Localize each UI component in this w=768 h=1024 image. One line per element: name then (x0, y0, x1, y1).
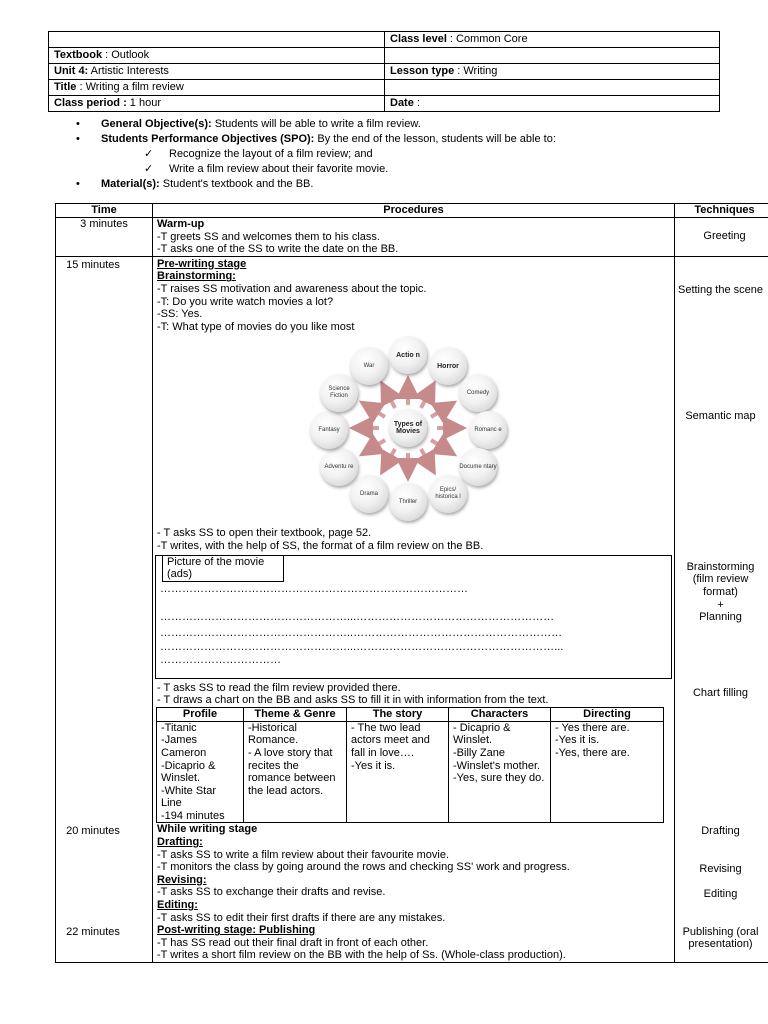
chart-cell-story: - The two lead actors meet and fall in love…. -Yes it is. (347, 721, 449, 823)
chart-cell-characters: - Dicaprio & Winslet. -Billy Zane -Winslet's mother. -Yes, sure they do. (449, 721, 551, 823)
map-node-science-fiction: Science Fiction (320, 374, 358, 412)
checkmark-icon: ✓ (144, 148, 154, 160)
tech-brainstorming: Brainstorming (film review format) (686, 560, 755, 598)
chart-cell-directing: - Yes there are. -Yes it is. -Yes, there are. (551, 721, 664, 823)
tech-semantic-map: Semantic map (685, 409, 756, 422)
map-node-adventure: Adventu re (320, 448, 358, 486)
chart-header-profile: Profile (157, 707, 244, 721)
warmup-technique: Greeting (675, 218, 768, 257)
map-node-horror: Horror (429, 347, 467, 385)
class-level-cell: Class level : Common Core (385, 32, 720, 48)
tech-setting-scene: Setting the scene (677, 283, 763, 296)
chart-cell-profile: -Titanic -James Cameron -Dicaprio & Winslet. -White Star Line -194 minutes (157, 721, 244, 823)
map-node-fantasy: Fantasy (310, 411, 348, 449)
unit-cell: Unit 4: Artistic Interests (49, 64, 385, 80)
tech-revising: Revising (699, 862, 742, 875)
map-node-comedy: Comedy (459, 374, 497, 412)
spo-objective: • Students Performance Objectives (SPO): By the end of the lesson, students will be able to: (76, 133, 556, 145)
checkmark-icon: ✓ (144, 163, 154, 175)
time-header: Time (56, 204, 153, 218)
objectives-section (76, 117, 756, 192)
map-node-war: War (350, 347, 388, 385)
chart-header-characters: Characters (449, 707, 551, 721)
time-column-block (56, 256, 153, 962)
tech-plus: + (717, 598, 724, 611)
lesson-header-table (48, 31, 720, 112)
chart-header-theme: Theme & Genre (244, 707, 347, 721)
materials: • Material(s): Student's textbook and the BB. (76, 178, 314, 190)
semantic-map (157, 337, 670, 527)
tech-planning: Planning (699, 610, 742, 623)
header-empty-cell-2 (385, 48, 720, 64)
chart-cell-theme: -Historical Romance. - A love story that recites the romance between the lead actors. (244, 721, 347, 823)
prewriting-stage-title: Pre-writing stage (157, 257, 247, 270)
tech-drafting: Drafting (701, 824, 740, 837)
chart-header-story: The story (347, 707, 449, 721)
map-node-romance: Romanc e (469, 411, 507, 449)
tech-publishing: Publishing (oral presentation) (682, 925, 759, 951)
map-center-node: Types of Movies (389, 409, 427, 447)
picture-of-movie-box: Picture of the movie (ads) (162, 555, 284, 582)
film-review-chart (156, 707, 664, 824)
map-node-action: Actio n (389, 336, 427, 374)
header-empty-cell-3 (385, 80, 720, 96)
tech-chart-filling: Chart filling (692, 686, 749, 699)
general-objective: • General Objective(s): Students will be able to write a film review. (76, 118, 421, 130)
date-cell: Date : (385, 96, 720, 112)
film-review-format-box: Picture of the movie (ads) ………………………………………………………………………… ……………………………………………...……………………………………………… ……………………………………………..………………………………………………… ……………………………………………...………………………………………………... …………………………… (155, 555, 672, 679)
map-node-drama: Drama (350, 475, 388, 513)
while-writing-title: While writing stage (157, 823, 258, 836)
title-cell: Title : Writing a film review (49, 80, 385, 96)
lesson-type-cell: Lesson type : Writing (385, 64, 720, 80)
procedures-table (55, 203, 768, 963)
class-period-cell: Class period : 1 hour (49, 96, 385, 112)
warmup-procedure: Warm-up -T greets SS and welcomes them to his class. -T asks one of the SS to write the date on the BB. (153, 218, 675, 257)
header-empty-cell (49, 32, 385, 48)
procedures-block: Pre-writing stage Brainstorming: -T raises SS motivation and awareness about the topic. -T: Do you write watch movies a lot? -SS: Yes. -T: What type of movies do you like most Types of Movies Actio n Horror Comedy Romanc e Docume ntary Epics/ historica l Thriller Drama Adventu re Fantasy Science Fiction War - T asks SS to open their textbook, page 52. -T writes, with the help of SS, the format of a film review on the BB. Picture of the movie (ads) ………………………………………………………………………… ……………………………………………...……………………………………………… ……………………………………………..………………………………………………… ……………………………………………...………………………………………………... …………………………… - T asks SS to read the film review provided there. - T draws a chart on the BB and asks SS to fill it in with information from the text. Profile Theme & Genre The story Characters Directing -Titanic -James Cameron -Dicaprio & Winslet. -White Star Line -194 minutes -Historical Romance. - A love story that recites the romance between the lead actors. - The two lead actors meet and fall in love…. -Yes it is. - Dicaprio & Winslet. -Billy Zane -Winslet's mother. -Yes, sure they do. - Yes there are. -Yes it is. -Yes, there are. While writing stage Drafting: -T asks SS to write a film review about their favourite movie. -T monitors the class by going around the rows and checking SS' work and progress. Revising: -T asks SS to exchange their drafts and revise. Editing: -T asks SS to edit their first drafts if there are any mistakes. Post-writing stage: Publishing -T has SS read out their final draft in front of each other. -T writes a short film review on the BB with the help of Ss. (Whole-class production). (153, 256, 675, 962)
spo-item: ✓ Write a film review about their favorite movie. (76, 162, 756, 177)
prewriting-time: 15 minutes (66, 258, 120, 271)
warmup-time: 3 minutes (56, 218, 153, 257)
publishing-time: 22 minutes (66, 925, 120, 938)
chart-header-directing: Directing (551, 707, 664, 721)
map-node-epics: Epics/ historica l (429, 475, 467, 513)
techniques-block (675, 256, 768, 962)
techniques-header: Techniques (675, 204, 768, 218)
tech-editing: Editing (703, 887, 738, 900)
textbook-cell: Textbook : Outlook (49, 48, 385, 64)
map-node-documentary: Docume ntary (459, 448, 497, 486)
map-node-thriller: Thriller (389, 483, 427, 521)
brainstorming-title: Brainstorming: (157, 270, 236, 283)
spo-item: ✓ Recognize the layout of a film review; and (76, 147, 756, 162)
procedures-header: Procedures (153, 204, 675, 218)
drafting-time: 20 minutes (66, 824, 120, 837)
